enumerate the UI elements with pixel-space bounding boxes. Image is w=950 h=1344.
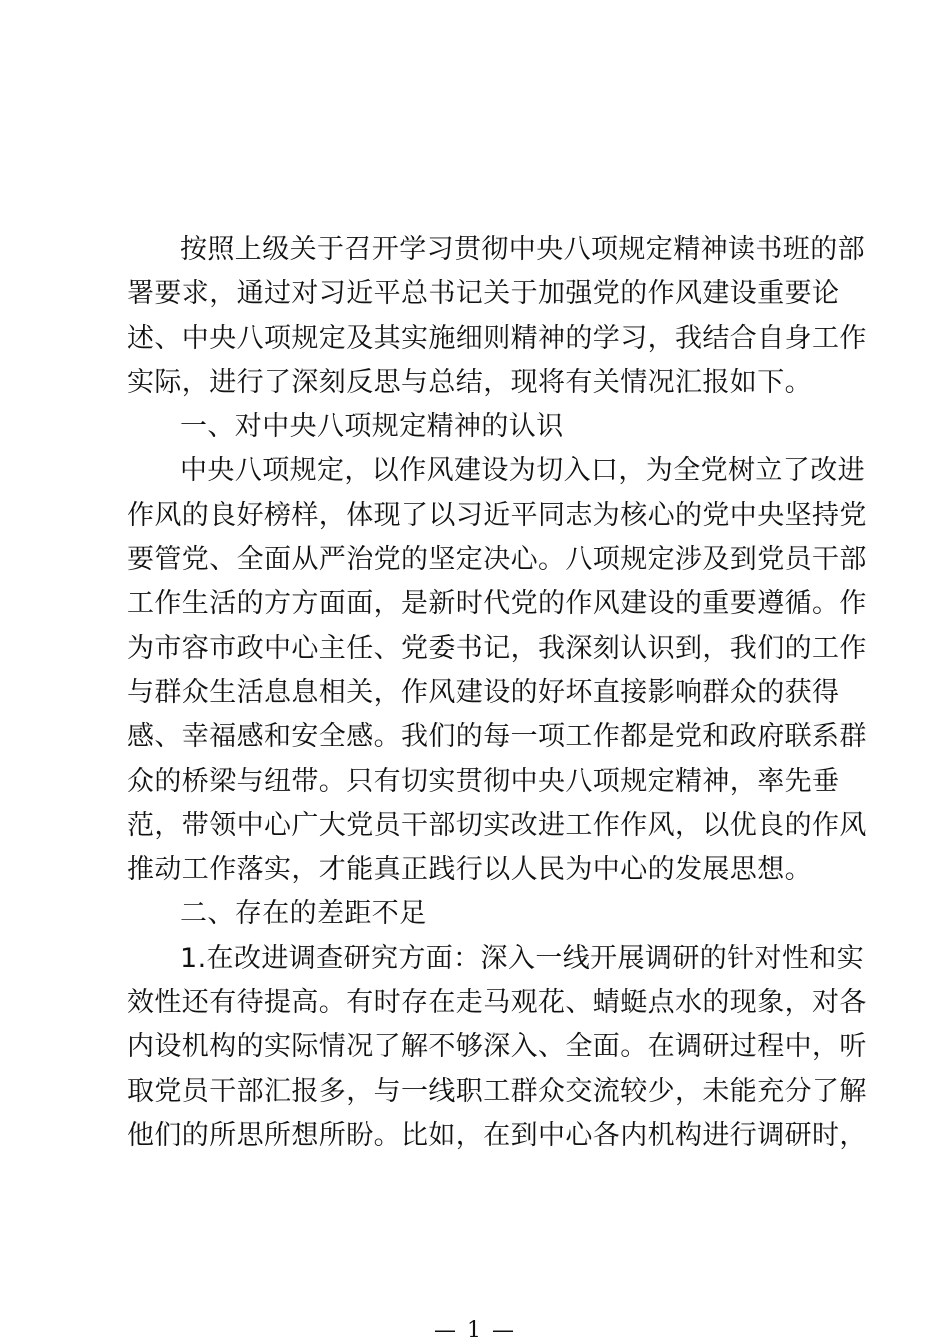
section-heading-1: 一、对中央八项规定精神的认识	[180, 411, 564, 443]
text-line: 取党员干部汇报多，与一线职工群众交流较少，未能充分了解	[127, 1075, 867, 1107]
text-line: 范，带领中心广大党员干部切实改进工作作风，以优良的作风	[127, 809, 867, 841]
text-line: 为市容市政中心主任、党委书记，我深刻认识到，我们的工作	[127, 632, 867, 664]
text-line: 推动工作落实，才能真正践行以人民为中心的发展思想。	[127, 854, 812, 886]
text-line: 内设机构的实际情况了解不够深入、全面。在调研过程中，听	[127, 1031, 867, 1063]
section-heading-2: 二、存在的差距不足	[180, 898, 427, 930]
text-line: 中央八项规定，以作风建设为切入口，为全党树立了改进	[180, 455, 865, 487]
text-line: 述、中央八项规定及其实施细则精神的学习，我结合自身工作	[127, 322, 867, 354]
page-number: — 1 —	[434, 1318, 516, 1343]
text-line: 众的桥梁与纽带。只有切实贯彻中央八项规定精神，率先垂	[127, 765, 840, 797]
text-line: 署要求，通过对习近平总书记关于加强党的作风建设重要论	[127, 278, 840, 310]
text-line: 实际，进行了深刻反思与总结，现将有关情况汇报如下。	[127, 366, 812, 398]
text-line: 1.在改进调查研究方面：深入一线开展调研的针对性和实	[180, 942, 865, 974]
document-body	[127, 228, 867, 1158]
text-line: 工作生活的方方面面，是新时代党的作风建设的重要遵循。作	[127, 588, 867, 620]
text-line: 按照上级关于召开学习贯彻中央八项规定精神读书班的部	[180, 234, 865, 265]
text-line: 效性还有待提高。有时存在走马观花、蜻蜓点水的现象，对各	[127, 987, 867, 1019]
text-line: 感、幸福感和安全感。我们的每一项工作都是党和政府联系群	[127, 721, 867, 753]
text-line: 作风的良好榜样，体现了以习近平同志为核心的党中央坚持党	[127, 499, 867, 531]
text-line: 与群众生活息息相关，作风建设的好坏直接影响群众的获得	[127, 676, 840, 708]
text-line: 要管党、全面从严治党的坚定决心。八项规定涉及到党员干部	[127, 544, 867, 576]
text-line: 他们的所思所想所盼。比如，在到中心各内机构进行调研时，	[127, 1119, 867, 1151]
